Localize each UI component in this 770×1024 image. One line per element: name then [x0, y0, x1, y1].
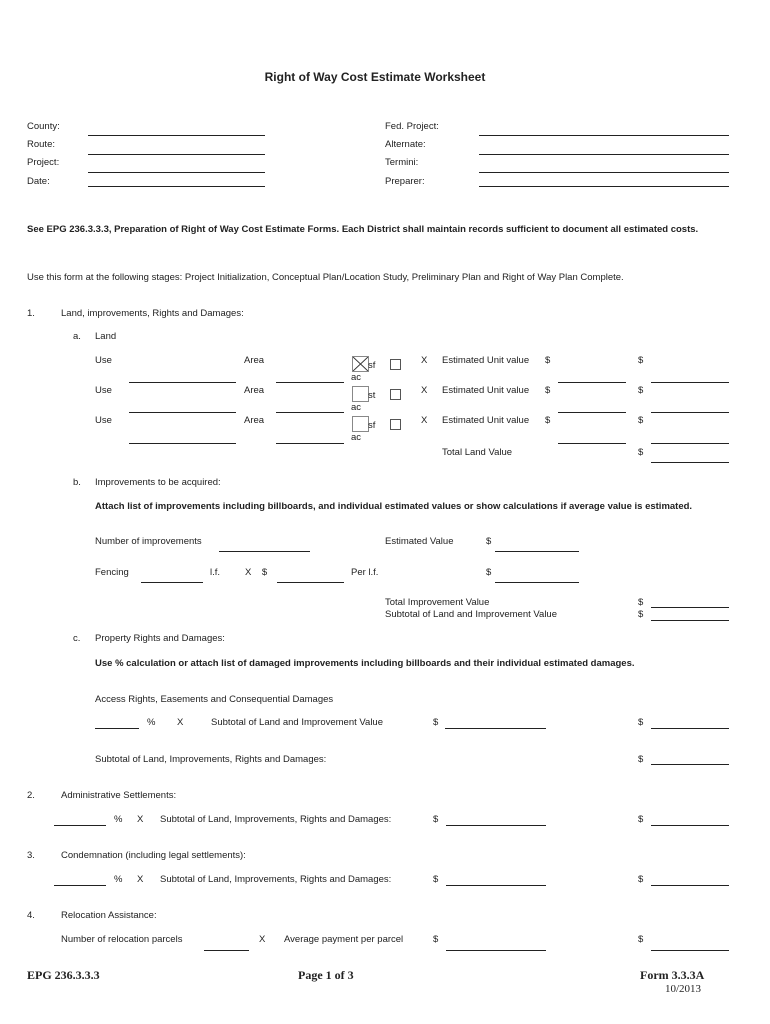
damages-note: Use % calculation or attach list of damaged improvements including billboards and their individual estimated damages. [95, 658, 635, 669]
dollar-sign: $ [638, 597, 644, 608]
footer-date: 10/2013 [665, 983, 702, 995]
damages-percent-field[interactable] [95, 728, 139, 729]
relocation-parcels-label: Number of relocation parcels [61, 934, 183, 945]
dollar-sign: $ [545, 355, 551, 366]
admin-percent-field[interactable] [54, 825, 106, 826]
alternate-label: Alternate: [385, 139, 426, 150]
land-area-field[interactable] [276, 412, 344, 413]
unit-value-field[interactable] [558, 382, 626, 383]
land-use-label: Use [95, 355, 112, 366]
section2-number: 2. [27, 790, 35, 801]
dollar-sign: $ [638, 415, 644, 426]
total-land-label: Total Land Value [442, 447, 513, 458]
admin-value-field[interactable] [651, 825, 729, 826]
footer-epg: EPG 236.3.3.3 [27, 968, 100, 982]
condemnation-percent-field[interactable] [54, 885, 106, 886]
section1c-letter: c. [73, 633, 81, 644]
county-label: County: [27, 121, 60, 132]
unit-checkbox[interactable] [352, 386, 369, 402]
land-value-field[interactable] [651, 443, 729, 444]
unit-sf-label: sf [368, 360, 376, 371]
fencing-field[interactable] [141, 582, 203, 583]
dollar-sign: $ [638, 355, 644, 366]
unit-value-label: Estimated Unit value [442, 355, 530, 366]
avg-payment-label: Average payment per parcel [284, 934, 404, 945]
damages-base-field[interactable] [445, 728, 546, 729]
footer-form: Form 3.3.3A [640, 968, 705, 982]
project-field[interactable] [88, 172, 265, 173]
lf-label: l.f. [210, 567, 221, 578]
total-improvement-label: Total Improvement Value [385, 597, 490, 608]
unit-st-label: st [368, 390, 376, 401]
section1b-letter: b. [73, 477, 81, 488]
land-use-field[interactable] [129, 382, 236, 383]
unit-ac-checkbox[interactable] [390, 359, 401, 370]
dollar-sign: $ [638, 717, 644, 728]
percent-sign: % [147, 717, 156, 728]
fencing-value-field[interactable] [495, 582, 579, 583]
unit-sf-label: sf [368, 420, 376, 431]
unit-value-label: Estimated Unit value [442, 385, 530, 396]
section2-title: Administrative Settlements: [61, 790, 177, 801]
land-x-sign: X [421, 415, 428, 426]
land-x-sign: X [421, 355, 428, 366]
dollar-sign: $ [638, 874, 644, 885]
subtotal-land-improvement-label: Subtotal of Land and Improvement Value [385, 609, 557, 620]
dollar-sign: $ [545, 385, 551, 396]
alternate-field[interactable] [479, 154, 729, 155]
land-area-label: Area [244, 385, 265, 396]
dollar-sign: $ [638, 754, 644, 765]
dollar-sign: $ [433, 874, 439, 885]
dollar-sign: $ [486, 536, 492, 547]
stages-note: Use this form at the following stages: Project Initialization, Conceptual Plan/Location Study, Preliminary Plan and Right of Way Plan Complete. [27, 272, 624, 283]
times-sign: X [137, 814, 144, 825]
times-sign: X [177, 717, 184, 728]
times-sign: X [137, 874, 144, 885]
dollar-sign: $ [638, 609, 644, 620]
condemnation-calc-label: Subtotal of Land, Improvements, Rights and Damages: [160, 874, 392, 885]
epg-note: See EPG 236.3.3.3, Preparation of Right of Way Cost Estimate Forms. Each District shall maintain records sufficient to document all estimated costs. [27, 224, 699, 235]
num-improvements-label: Number of improvements [95, 536, 202, 547]
unit-value-field[interactable] [558, 443, 626, 444]
fed-project-field[interactable] [479, 135, 729, 136]
unit-ac-label: ac [351, 372, 362, 383]
fencing-label: Fencing [95, 567, 129, 578]
avg-payment-field[interactable] [446, 950, 546, 951]
land-use-label: Use [95, 415, 112, 426]
percent-sign: % [114, 874, 123, 885]
project-label: Project: [27, 157, 60, 168]
dollar-sign: $ [638, 814, 644, 825]
section3-number: 3. [27, 850, 35, 861]
estimated-value-field[interactable] [495, 551, 579, 552]
county-field[interactable] [88, 135, 265, 136]
estimated-value-label: Estimated Value [385, 536, 454, 547]
subtotal-all-field[interactable] [651, 764, 729, 765]
unit-checkbox-checked[interactable] [352, 356, 369, 372]
land-area-label: Area [244, 415, 265, 426]
land-use-field[interactable] [129, 412, 236, 413]
section1a-label: Land [95, 331, 117, 342]
route-label: Route: [27, 139, 55, 150]
unit-ac-checkbox[interactable] [390, 419, 401, 430]
relocation-value-field[interactable] [651, 950, 729, 951]
land-area-label: Area [244, 355, 265, 366]
section1-title: Land, improvements, Rights and Damages: [61, 308, 244, 319]
unit-checkbox[interactable] [352, 416, 369, 432]
subtotal-reference-label: Subtotal of Land and Improvement Value [211, 717, 383, 728]
preparer-field[interactable] [479, 186, 729, 187]
improvements-note: Attach list of improvements including billboards, and individual estimated values or show calculations if average value is estimated. [95, 501, 693, 512]
section1-number: 1. [27, 308, 35, 319]
dollar-sign: $ [433, 814, 439, 825]
dollar-sign: $ [486, 567, 492, 578]
dollar-sign: $ [638, 447, 644, 458]
page-title: Right of Way Cost Estimate Worksheet [264, 70, 486, 84]
unit-ac-checkbox[interactable] [390, 389, 401, 400]
land-x-sign: X [421, 385, 428, 396]
section3-title: Condemnation (including legal settlements): [61, 850, 246, 861]
date-field[interactable] [88, 186, 265, 187]
condemnation-value-field[interactable] [651, 885, 729, 886]
total-land-field[interactable] [651, 462, 729, 463]
footer-page: Page 1 of 3 [298, 968, 354, 982]
route-field[interactable] [88, 154, 265, 155]
admin-base-field[interactable] [446, 825, 546, 826]
section1b-label: Improvements to be acquired: [95, 477, 221, 488]
dollar-sign: $ [545, 415, 551, 426]
termini-field[interactable] [479, 172, 729, 173]
subtotal-land-improvement-field[interactable] [651, 620, 729, 621]
fencing-x-dollar: X $ [245, 567, 268, 578]
dollar-sign: $ [638, 934, 644, 945]
percent-sign: % [114, 814, 123, 825]
fed-project-label: Fed. Project: [385, 121, 439, 132]
access-rights-label: Access Rights, Easements and Consequential Damages [95, 694, 334, 705]
condemnation-base-field[interactable] [446, 885, 546, 886]
land-use-field[interactable] [129, 443, 236, 444]
preparer-label: Preparer: [385, 176, 425, 187]
land-value-field[interactable] [651, 412, 729, 413]
termini-label: Termini: [385, 157, 419, 168]
land-area-field[interactable] [276, 382, 344, 383]
num-improvements-field[interactable] [219, 551, 310, 552]
land-use-label: Use [95, 385, 112, 396]
relocation-parcels-field[interactable] [204, 950, 249, 951]
admin-calc-label: Subtotal of Land, Improvements, Rights and Damages: [160, 814, 392, 825]
total-improvement-field[interactable] [651, 607, 729, 608]
unit-value-field[interactable] [558, 412, 626, 413]
section1a-letter: a. [73, 331, 81, 342]
dollar-sign: $ [433, 934, 439, 945]
dollar-sign: $ [638, 385, 644, 396]
land-value-field[interactable] [651, 382, 729, 383]
date-label: Date: [27, 176, 50, 187]
land-area-field[interactable] [276, 443, 344, 444]
dollar-sign: $ [433, 717, 439, 728]
unit-value-label: Estimated Unit value [442, 415, 530, 426]
per-lf-label: Per l.f. [351, 567, 379, 578]
damages-value-field[interactable] [651, 728, 729, 729]
subtotal-all-label: Subtotal of Land, Improvements, Rights and Damages: [95, 754, 327, 765]
section4-title: Relocation Assistance: [61, 910, 157, 921]
times-sign: X [259, 934, 266, 945]
section1c-label: Property Rights and Damages: [95, 633, 225, 644]
unit-ac-label: ac [351, 432, 362, 443]
unit-ac-label: ac [351, 402, 362, 413]
section4-number: 4. [27, 910, 35, 921]
fencing-rate-field[interactable] [277, 582, 344, 583]
